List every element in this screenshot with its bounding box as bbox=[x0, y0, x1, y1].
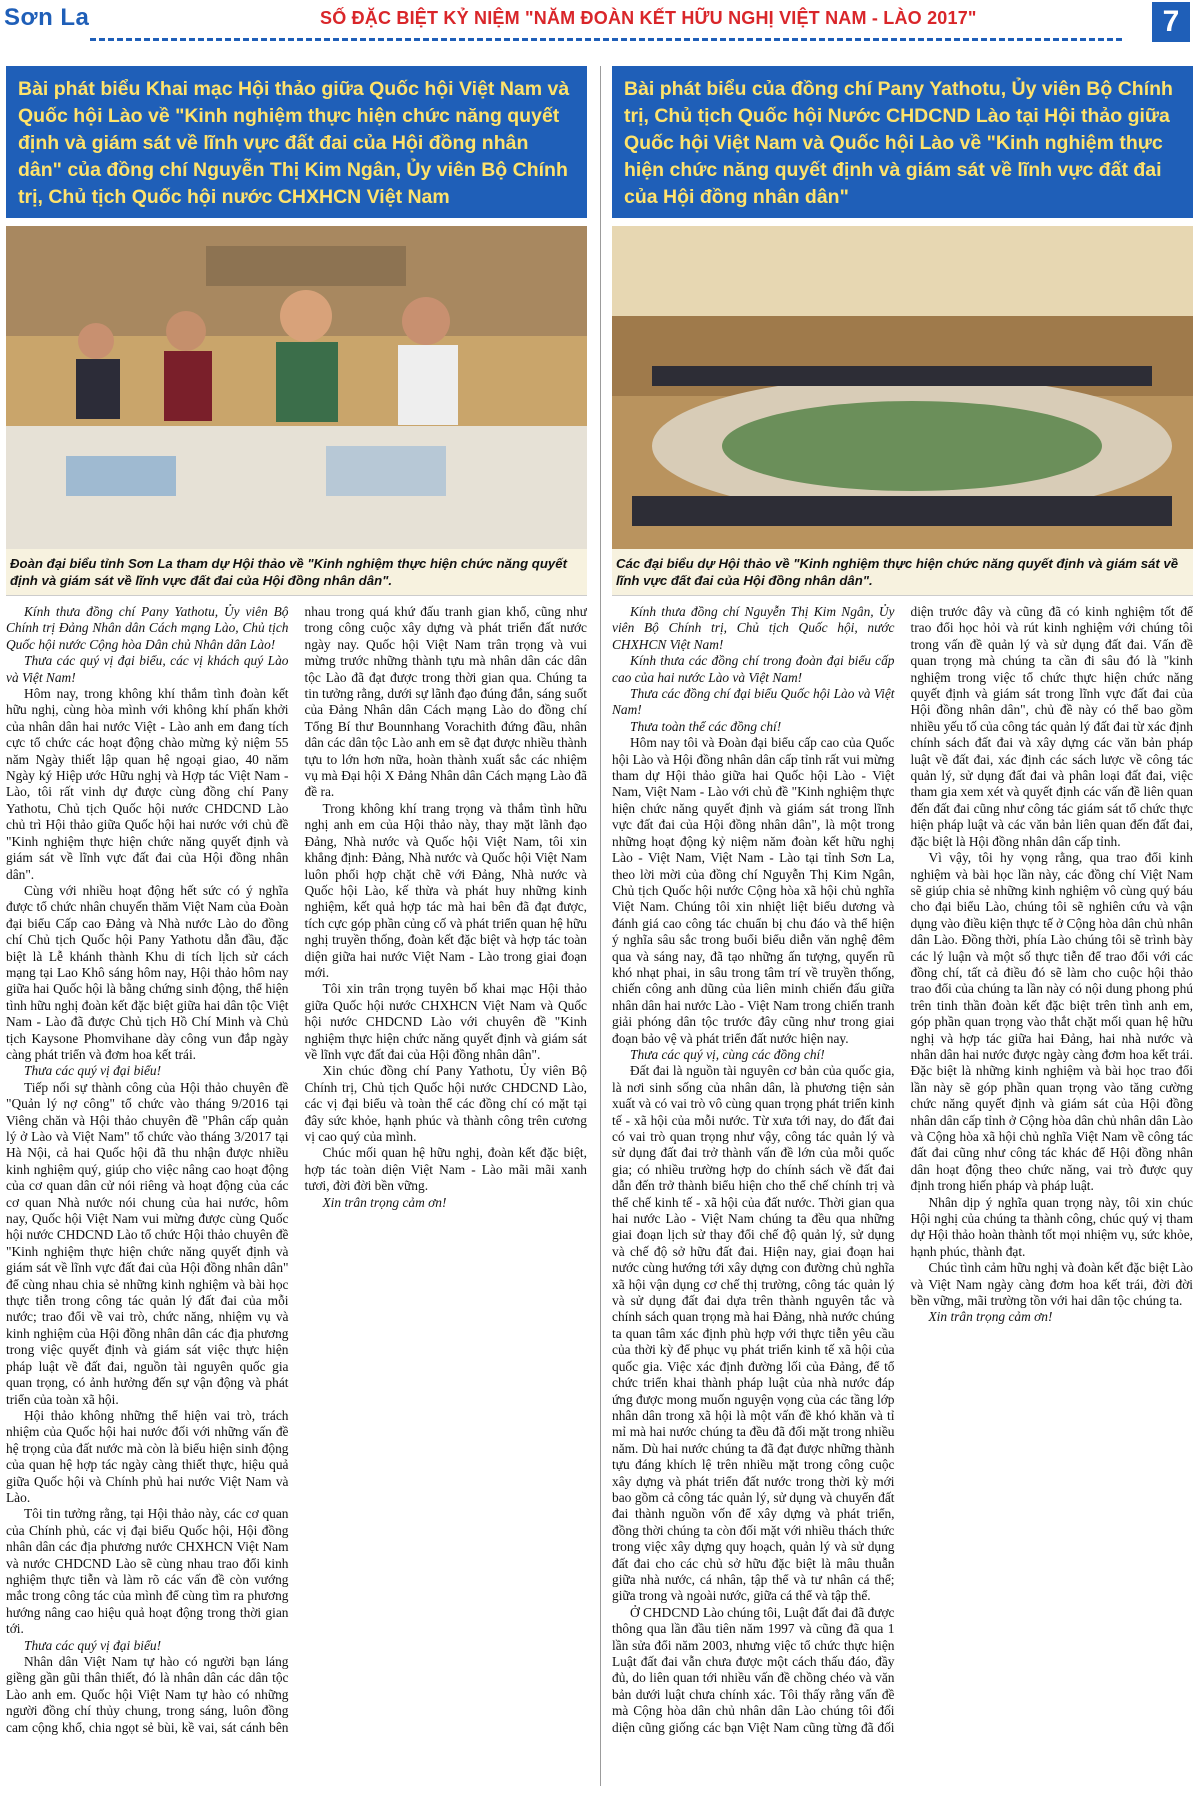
column-divider bbox=[600, 66, 601, 1786]
article-right-caption: Các đại biểu dự Hội thảo về "Kinh nghiệm thực hiện chức năng quyết định và giám sát về lĩnh vực đất đai của Hội đồng nhân dân". bbox=[612, 549, 1193, 596]
article-paragraph: Cùng với nhiều hoạt động hết sức có ý nghĩa được tổ chức nhân chuyến thăm Việt Nam của Đoàn đại biểu Cấp cao Đảng và Nhà nước Lào do đồng chí Chủ tịch Quốc hội Pany Yathotu dẫn đầu, đặc biệt là Lễ khánh thành Khu di tích lịch sử cách mạng tại Lao Khô sáng hôm nay, Hội thảo hôm nay giữa hai Quốc hội là bằng chứng sinh động, thể hiện tình hữu nghị đoàn kết đặc biệt giữa hai dân tộc Việt Nam - Lào đã được Chủ tịch Hồ Chí Minh và Chủ tịch Kaysone Phomvihane dày công vun đắp ngày càng phát triển và đơm hoa kết trái. bbox=[6, 882, 289, 1062]
page-number: 7 bbox=[1152, 2, 1190, 42]
article-left-caption: Đoàn đại biểu tỉnh Sơn La tham dự Hội thảo về "Kinh nghiệm thực hiện chức năng quyết định và giám sát về lĩnh vực đất đai của Hội đồng nhân dân". bbox=[6, 549, 587, 596]
conference-hall-photo-image bbox=[612, 226, 1193, 549]
article-paragraph: Vì vậy, tôi hy vọng rằng, qua trao đổi kinh nghiệm và bài học lần này, các đồng chí Việt Nam sẽ giúp chia sẻ những kinh nghiệm vô cùng quý báu cho đại biểu Lào, chúng tôi sẽ nghiên cứu và vận dụng vào điều kiện thực tế ở Cộng hòa dân chủ nhân dân Lào. Đồng thời, phía Lào chúng tôi sẽ trình bày các lý luận và một số thực tiễn để trao đổi với các đồng chí, tất cả điều đó sẽ làm cho cuộc hội thảo trao đổi của chúng ta lần này có nội dung phong phú trên tinh thần đoàn kết đặc biệt trên tình anh em, góp phần quan trọng vào thắt chặt mối quan hệ hữu nghị và hợp tác giữa hai Đảng, hai nhà nước và nhân dân hai nước được ngày càng đơm hoa kết trái. Đặc biệt là những kinh nghiệm và bài học trao đổi lần này sẽ góp phần quan trọng vào tăng cường chức năng quyết định và giám sát của Hội đồng nhân dân cấp tỉnh ở Cộng hòa dân chủ nhân dân Lào và Cộng hòa xã hội chủ nghĩa Việt Nam về công tác đất đai cũng như công tác khác để Hội đồng nhân dân hoạt động theo chức năng, vai trò được quy định trong hiến pháp và pháp luật. bbox=[910, 850, 1193, 1194]
article-paragraph: Tôi tin tưởng rằng, tại Hội thảo này, các cơ quan của Chính phủ, các vị đại biểu Quốc hội, Hội đồng nhân dân các địa phương nước CHXHCN Việt Nam và nước CHDCND Lào sẽ cùng nhau trao đổi kinh nghiệm thực tiễn và làm rõ các vấn đề còn vướng mắc trong công tác của mình để cùng tìm ra phương hướng nâng cao hiệu quả hoạt động trong thời gian tới. bbox=[6, 1506, 289, 1637]
article-paragraph: Hôm nay, trong không khí thắm tình đoàn kết hữu nghị, cùng hòa mình với không khí phấn khởi của nhân dân hai nước Việt - Lào anh em đang tích cực tổ chức các hoạt động chào mừng kỷ niệm 55 năm Ngày thiết lập quan hệ ngoại giao, 40 năm Ngày ký Hiệp ước Hữu nghị và Hợp tác Việt Nam - Lào, tôi rất vinh dự được cùng đồng chí Pany Yathotu, Chủ tịch Quốc hội nước CHDCND Lào chủ trì Hội thảo giữa Quốc hội hai nước với chủ đề "Kinh nghiệm thực hiện chức năng quyết định và giám sát về lĩnh vực đất đai của Hội đồng nhân dân". bbox=[6, 686, 289, 882]
meeting-delegates-photo-image bbox=[6, 226, 587, 549]
article-right-headline: Bài phát biểu của đồng chí Pany Yathotu, Ủy viên Bộ Chính trị, Chủ tịch Quốc hội Nước CHDCND Lào tại Hội thảo giữa Quốc hội Việt Nam và Quốc hội Lào về "Kinh nghiệm thực hiện chức năng quyết định và giám sát về lĩnh vực đất đai của Hội đồng nhân dân" bbox=[612, 66, 1193, 218]
page-header bbox=[0, 0, 1200, 48]
article-paragraph: Thưa toàn thể các đồng chí! bbox=[630, 718, 782, 734]
article-right-photo bbox=[612, 226, 1193, 549]
article-paragraph: Thưa các quý vị đại biểu! bbox=[24, 1637, 162, 1653]
article-left bbox=[6, 66, 587, 1786]
article-paragraph: Đất đai là nguồn tài nguyên cơ bản của quốc gia, là nơi sinh sống của nhân dân, là phương tiện sản xuất và có vai trò vô cùng quan trọng phát triển kinh tế - xã hội của mỗi nước. Từ xưa tới nay, do đất đai có vai trò quan trọng như vậy, công tác quản lý và sử dụng đất đai trở thành vấn đề lớn của mỗi quốc gia; có nhiều trường hợp do chính sách về đất đai dẫn đến trở thành biểu hiện cho thể chế chính trị và thể chế kinh tế - xã hội của đất nước. Thời gian qua hai nước Lào - Việt Nam chúng ta đều qua những giai đoạn lịch sử thay đổi chế độ quản lý, sử dụng và chế độ sở hữu đất đai. Hiện nay, giai đoạn hai nước cùng hướng tới xây dựng con đường chủ nghĩa xã hội vận dụng cơ chế thị trường, công tác quản lý và sử dụng đất đai dựa trên thành nguyên tắc và chính sách quan trọng mà hai Đảng, nhà nước chúng ta quan tâm xác định phù hợp với thực tiễn yêu cầu của thời kỳ để phục vụ phát triển kinh tế xã hội của quốc gia. Việc xác định đường lối của Đảng, để tổ chức triển khai thành pháp luật của nhà nước đáp ứng được mong muốn nguyện vọng của các tầng lớp nhân dân trong xã hội là một vấn đề khó khăn và tỉ mỉ mà hai nước chúng ta đều đã đối mặt trong nhiều năm. Dù hai nước chúng ta đã đạt được những thành tựu đáng khích lệ trên nhiều mặt trong công cuộc xây dựng và phát triển đất nước trong thời kỳ mới bao gồm cả công tác quản lý, sử dụng và chuyển đất đai thành nguồn vốn để xây dựng và phát triển, đồng thời chúng ta còn đối mặt với nhiều thách thức trong việc xây dựng quy hoạch, quản lý và sử dụng đất đai cho các chủ sở hữu đặc biệt là mâu thuẫn giữa nhà nước, cá nhân, tập thể và tư nhân cá thể; giữa trong và ngoài nước, giữa cá thể và tập thể. bbox=[612, 1063, 895, 1604]
article-paragraph: Hội thảo không những thể hiện vai trò, trách nhiệm của Quốc hội hai nước đối với những vấn đề hệ trọng của đất nước mà còn là biểu hiện sinh động của quan hệ hợp tác ngày càng thiết thực, hiệu quả giữa Quốc hội và Chính phủ hai nước Việt Nam và Lào. bbox=[6, 1407, 289, 1505]
article-left-headline: Bài phát biểu Khai mạc Hội thảo giữa Quốc hội Việt Nam và Quốc hội Lào về "Kinh nghiệm thực hiện chức năng quyết định và giám sát về lĩnh vực đất đai của Hội đồng nhân dân" của đồng chí Nguyễn Thị Kim Ngân, Ủy viên Bộ Chính trị, Chủ tịch Quốc hội nước CHXHCN Việt Nam bbox=[6, 66, 587, 218]
article-paragraph: Kính thưa các đồng chí trong đoàn đại biểu cấp cao của hai nước Lào và Việt Nam! bbox=[612, 653, 895, 685]
article-paragraph: Nhân dân Việt Nam tự hào có người bạn láng giềng gần gũi thân thiết, đó là nhân dân các dân tộc Lào anh em. Quốc hội Việt Nam tự hào có những người đồng chí thủy chung, trong sáng, luôn đồng cam cộng khổ, chia ngọt sẻ bùi, kề vai, sát cánh bên nhau trong quá khứ đấu tranh gian khổ, cũng như trong công cuộc xây dựng và phát triển đất nước ngày nay. Quốc hội Việt Nam trân trọng và vui mừng trước những thành tựu mà nhân dân các dân tộc Lào đã đạt được trong thời gian qua. Chúng ta tin tưởng rằng, dưới sự lãnh đạo đúng đắn, sáng suốt của Đảng Nhân dân Cách mạng Lào do đồng chí Tổng Bí thư Bounnhang Vorachith đứng đầu, nhân dân các dân tộc Lào anh em sẽ đạt được nhiều thành tựu to lớn hơn nữa, hoàn thành xuất sắc các nhiệm vụ mà Đại hội X Đảng Nhân dân Cách mạng Lào đã đề ra. bbox=[6, 604, 587, 1735]
article-paragraph: Nhân dịp ý nghĩa quan trọng này, tôi xin chúc Hội nghị của chúng ta thành công, chúc quý vị tham dự Hội thảo hoàn thành tốt mọi nhiệm vụ, sức khỏe, hạnh phúc, thành đạt. bbox=[910, 1194, 1193, 1259]
article-paragraph: Kính thưa đồng chí Pany Yathotu, Ủy viên Bộ Chính trị Đảng Nhân dân Cách mạng Lào, Chủ tịch Quốc hội nước Cộng hòa Dân chủ Nhân dân Lào! bbox=[6, 604, 289, 652]
article-paragraph: Thưa các đồng chí đại biểu Quốc hội Lào và Việt Nam! bbox=[612, 686, 895, 718]
article-paragraph: Ở CHDCND Lào chúng tôi, Luật đất đai đã được thông qua lần đầu tiên năm 1997 và cũng đã qua 1 lần sửa đổi năm 2003, nhưng việc tổ chức thực hiện Luật đất đai vẫn chưa được một cách thấu đáo, đầy đủ, do liên quan tới nhiều vấn đề chồng chéo và văn bản dưới luật chưa chính xác. Tôi thấy rằng vấn đề mà Cộng hòa dân chủ nhân dân Lào chúng tôi đối diện cũng giống các bạn Việt Nam cũng từng đã đối diện trước đây và cũng đã có kinh nghiệm tốt để trao đổi học hỏi và rút kinh nghiệm với chúng tôi trong vấn đề quản lý và sử dụng đất đai. Vấn đề quan trọng mà chúng ta cần đi sâu đó là "kinh nghiệm trong việc tổ chức thực hiện chức năng quyết định và giám sát trong lĩnh vực đất đai của Hội đồng nhân dân", chủ đề này có thể bao gồm nhiều yếu tố của công tác quản lý đất đai từ xác định chính sách đất đai và xây dựng các văn bản pháp luật về đất đai, xác định các sách lược về công tác quản lý, sử dụng đất đai và phân loại đất đai, việc tham gia xem xét và quyết định các vấn đề liên quan đến đất đai cũng như công tác giám sát tổ chức thực hiện pháp luật và các văn bản liên quan đến đất đai, đặc biệt là Hội đồng nhân dân cấp tỉnh. bbox=[612, 604, 1193, 1735]
article-paragraph: Thưa các quý vị, cùng các đồng chí! bbox=[630, 1046, 825, 1062]
article-paragraph: Trong không khí trang trọng và thắm tình hữu nghị anh em của Hội thảo này, thay mặt lãnh đạo Đảng, Nhà nước và Quốc hội Việt Nam, tôi xin khẳng định: Đảng, Nhà nước và Quốc hội Việt Nam luôn phối hợp chặt chẽ với Đảng, Nhà nước và Quốc hội Lào, kế thừa và phát huy những kinh nghiệm, kết quả hợp tác mà hai bên đã đạt được, tích cực góp phần củng cố và phát triển quan hệ hữu nghị truyền thống, đoàn kết đặc biệt và hợp tác toàn diện giữa hai nước Việt Nam - Lào trong giai đoạn mới. bbox=[304, 800, 587, 980]
article-paragraph: Kính thưa đồng chí Nguyễn Thị Kim Ngân, Ủy viên Bộ Chính trị, Chủ tịch Quốc hội, nước CHXHCN Việt Nam! bbox=[612, 604, 895, 652]
header-divider bbox=[90, 38, 1122, 41]
newspaper-brand: Sơn La bbox=[4, 4, 90, 31]
article-paragraph: Tôi xin trân trọng tuyên bố khai mạc Hội thảo giữa Quốc hội nước CHXHCN Việt Nam và Quốc hội nước CHDCND Lào với chuyên đề "Kinh nghiệm thực hiện chức năng quyết định và giám sát về lĩnh vực đất đai của Hội đồng nhân dân". bbox=[304, 981, 587, 1062]
issue-title: SỐ ĐẶC BIỆT KỶ NIỆM "NĂM ĐOÀN KẾT HỮU NGHỊ VIỆT NAM - LÀO 2017" bbox=[320, 8, 977, 28]
article-right-body bbox=[612, 604, 1193, 1744]
article-paragraph: Chúc mối quan hệ hữu nghị, đoàn kết đặc biệt, hợp tác toàn diện Việt Nam - Lào mãi mãi xanh tươi, đời đời bền vững. bbox=[304, 1145, 587, 1194]
article-paragraph: Xin trân trọng cảm ơn! bbox=[928, 1309, 1053, 1325]
article-paragraph: Xin trân trọng cảm ơn! bbox=[322, 1194, 447, 1210]
article-paragraph: Tiếp nối sự thành công của Hội thảo chuyên đề "Quản lý nợ công" tổ chức vào tháng 9/2016 tại Viêng chăn và Hội thảo chuyên đề "Phân cấp quản lý ở Lào và Việt Nam" tổ chức vào tháng 3/2017 tại Hà Nội, cả hai Quốc hội đã thu nhận được nhiều kinh nghiệm quý, giúp cho việc nâng cao hoạt động của cơ quan dân cử nói riêng và hoạt động của các cơ quan Nhà nước nói chung của hai nước, hôm nay, Quốc hội Việt Nam vui mừng được cùng Quốc hội nước CHDCND Lào tổ chức Hội thảo chuyên đề "Kinh nghiệm thực hiện chức năng quyết định và giám sát về lĩnh vực đất đai của Hội đồng nhân dân" để cùng nhau chia sẻ những kinh nghiệm và bài học thực tiễn trong công tác quản lý đất đai của mỗi nước; trao đổi về vai trò, chức năng, nhiệm vụ và kinh nghiệm của Hội đồng nhân dân các địa phương trong việc quyết định và giám sát việc thực hiện pháp luật về đất đai, nguồn tài nguyên quốc gia quan trọng, có ảnh hưởng đến sự vận động và phát triển của toàn xã hội. bbox=[6, 1079, 289, 1407]
article-right bbox=[612, 66, 1193, 1786]
article-paragraph: Hôm nay tôi và Đoàn đại biểu cấp cao của Quốc hội Lào và Hội đồng nhân dân cấp tỉnh rất vui mừng tham dự Hội thảo giữa hai Quốc hội Lào - Việt Nam, Việt Nam - Lào với chủ đề "Kinh nghiệm thực hiện chức năng quyết định và giám sát trong lĩnh vực đất đai của Hội đồng nhân dân", là một trong những hoạt động kỷ niệm năm đoàn kết hữu nghị Lào - Việt Nam, Việt Nam - Lào tại tỉnh Sơn La, theo lời mời của đồng chí Nguyễn Thị Kim Ngân, Chủ tịch Quốc hội nước Cộng hòa xã hội chủ nghĩa Việt Nam. Chúng tôi xin nhiệt liệt biểu dương và đánh giá cao công tác chuẩn bị chu đáo và thể hiện ý nghĩa sâu sắc trong buổi biểu diễn văn nghệ đêm qua và sáng nay, đã tạo những ấn tượng, quyến rũ khó nhạt phai, in sâu trong tâm trí về truyền thống, chiến công anh dũng của liên minh chiến đấu giữa nhân dân hai nước Lào - Việt Nam trong chiến tranh giải phóng dân tộc trước đây cũng như trong giai đoạn bảo vệ và phát triển đất nước hiện nay. bbox=[612, 735, 895, 1046]
article-left-body bbox=[6, 604, 587, 1744]
article-paragraph: Xin chúc đồng chí Pany Yathotu, Ủy viên Bộ Chính trị, Chủ tịch Quốc hội nước CHDCND Lào, các vị đại biểu và toàn thể các đồng chí có mặt tại đây sức khỏe, hạnh phúc và thành công trên cương vị cao quý của mình. bbox=[304, 1063, 587, 1144]
article-paragraph: Chúc tình cảm hữu nghị và đoàn kết đặc biệt Lào và Việt Nam ngày càng đơm hoa kết trái, đời đời bền vững, mãi trường tồn với hai dân tộc chúng ta. bbox=[910, 1260, 1193, 1309]
article-paragraph: Thưa các quý vị đại biểu, các vị khách quý Lào và Việt Nam! bbox=[6, 653, 289, 685]
article-paragraph: Thưa các quý vị đại biểu! bbox=[24, 1063, 162, 1079]
article-left-photo bbox=[6, 226, 587, 549]
